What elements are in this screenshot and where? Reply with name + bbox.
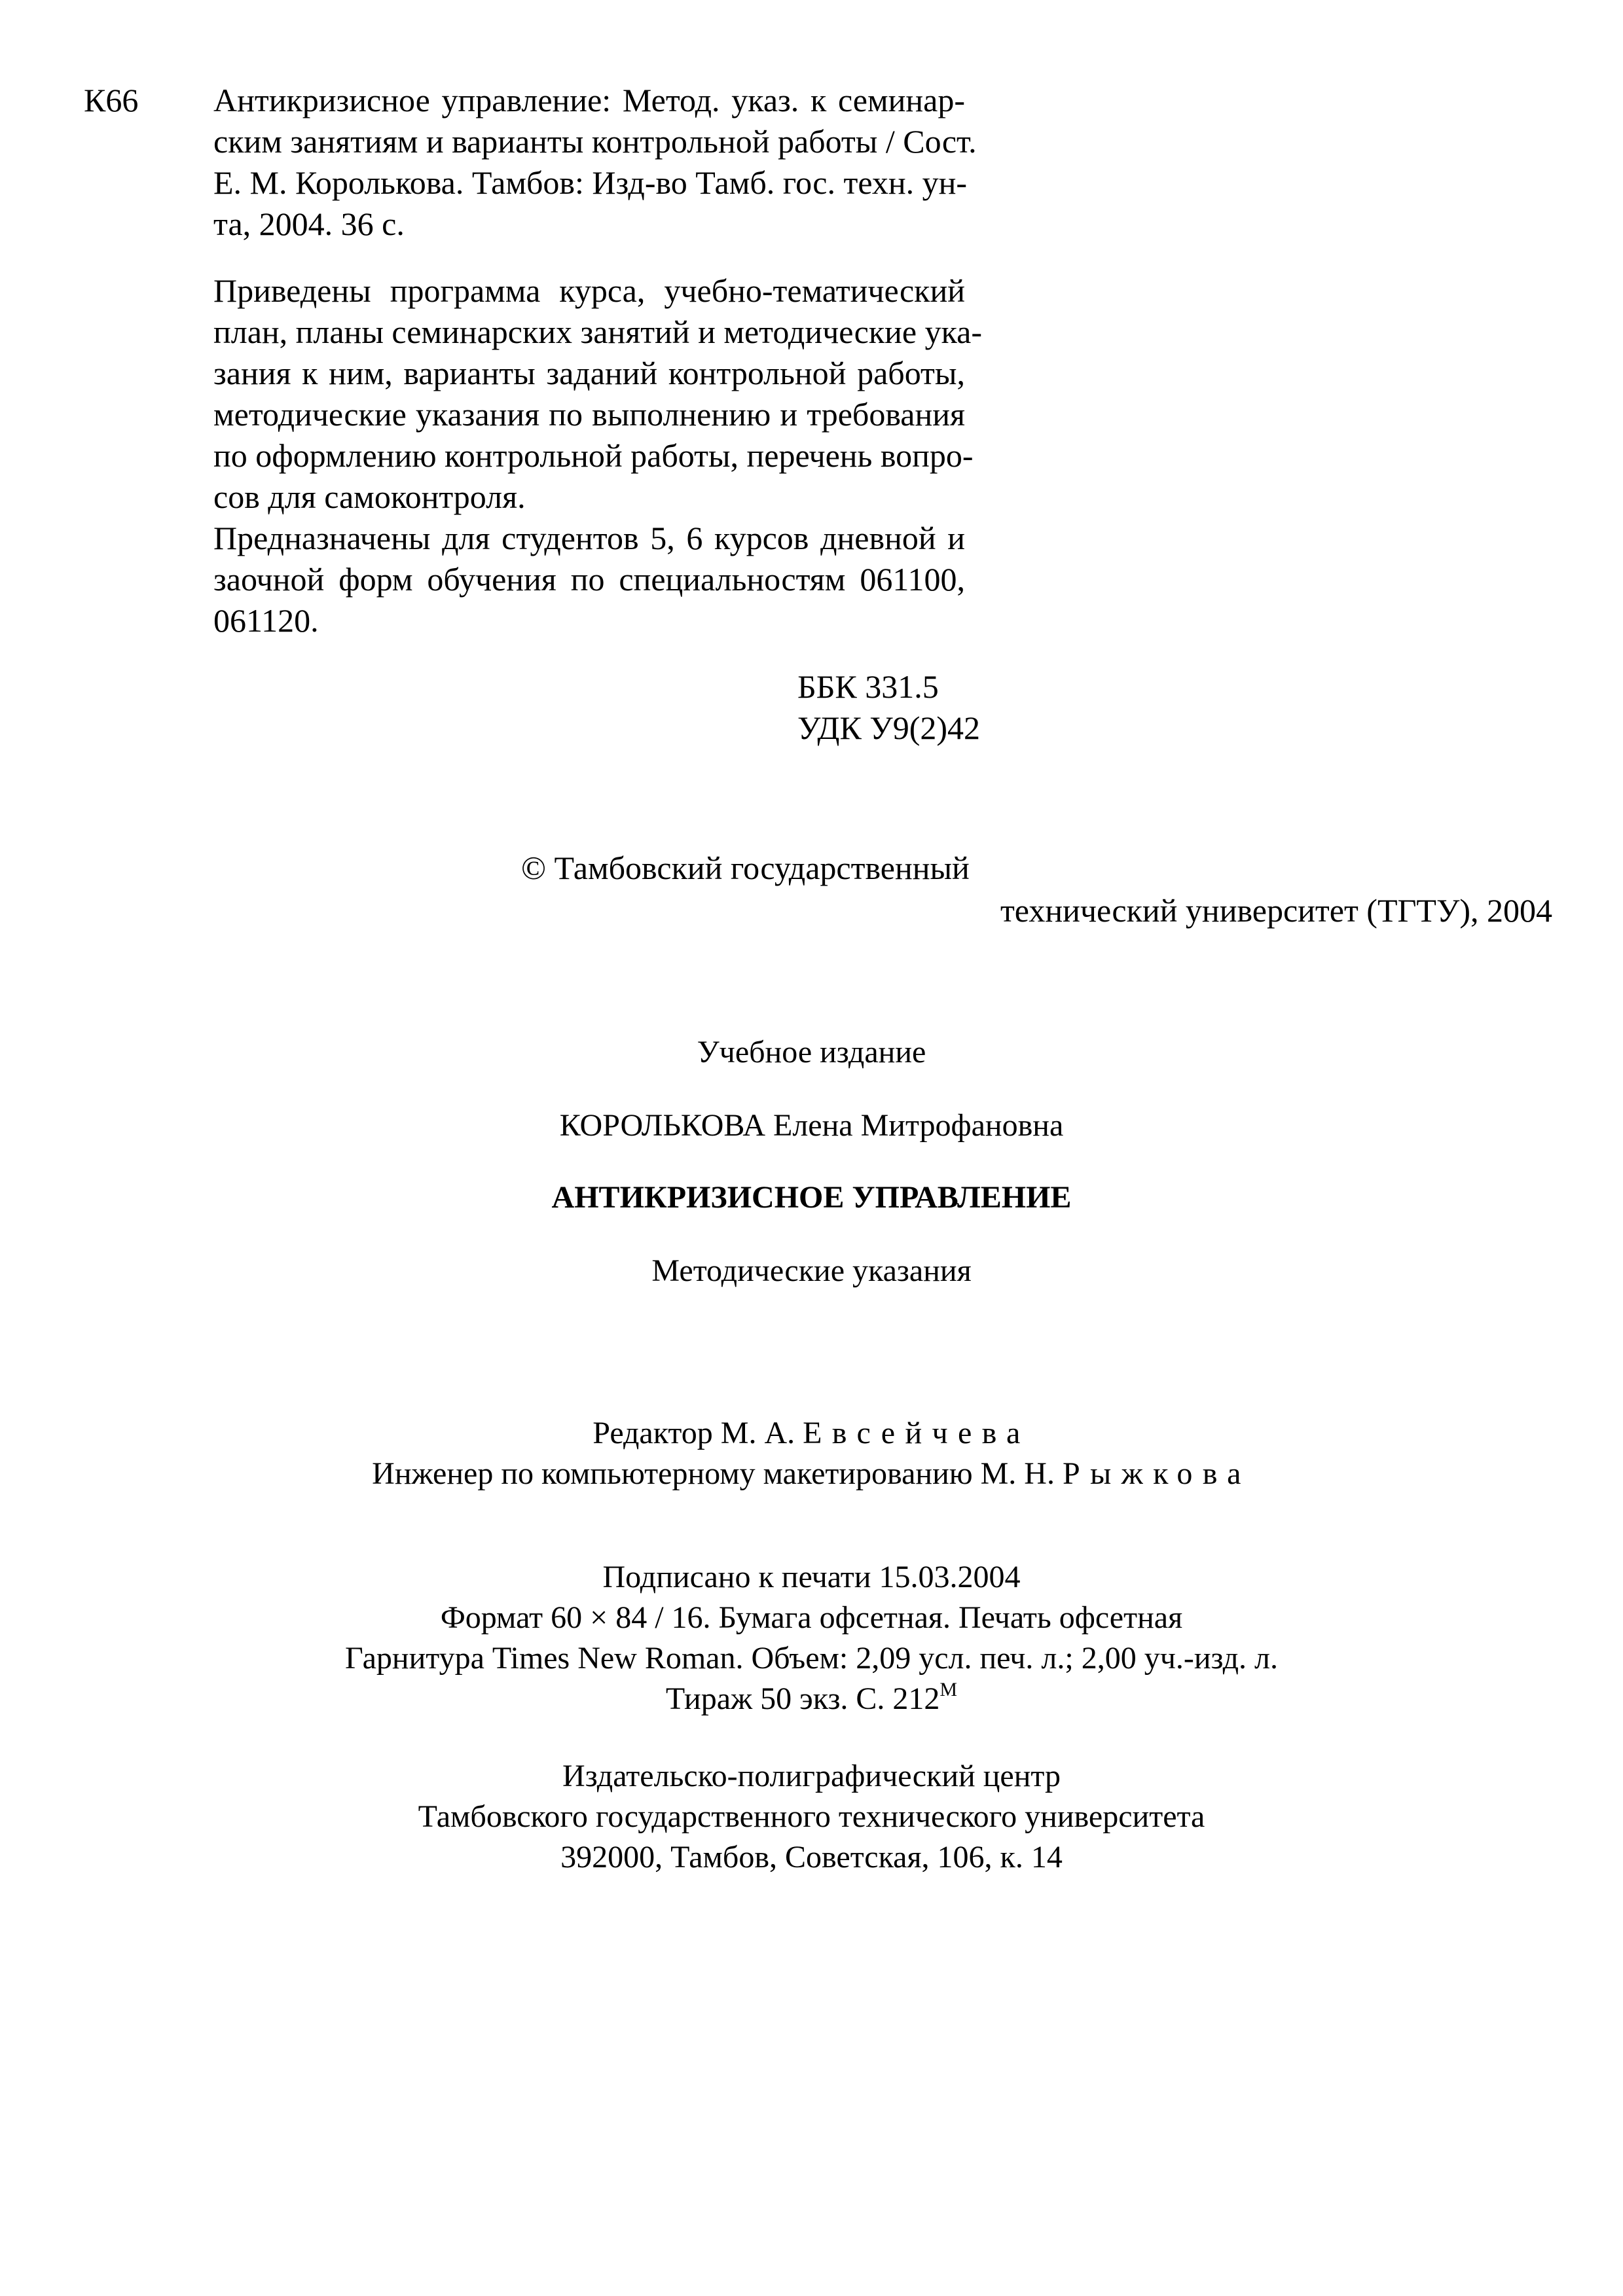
engineer-surname: Рыжкова xyxy=(1062,1456,1251,1491)
print-run-text: Тираж 50 экз. С. 212 xyxy=(665,1681,940,1716)
print-run-sup: М xyxy=(939,1679,958,1700)
editor-label: Редактор М. А. xyxy=(593,1416,795,1450)
book-subtitle: Методические указания xyxy=(651,1253,972,1288)
engineer-line xyxy=(0,1454,1623,1494)
print-run xyxy=(0,1679,1623,1719)
publisher-line-2: Тамбовского государственного технического университета xyxy=(418,1799,1205,1834)
bib-line-2: ским занятиям и варианты контрольной работы / Сост. xyxy=(213,123,977,160)
abstract-line-1: Приведены программа курса, учебно-тематический xyxy=(213,272,965,309)
abstract-line-4: методические указания по выполнению и требования xyxy=(213,396,965,433)
bbk-index: ББК 331.5 xyxy=(797,668,939,705)
edition-type: Учебное издание xyxy=(697,1035,926,1069)
purpose-line-3: 061120. xyxy=(213,602,319,639)
abstract-line-6: сов для самоконтроля. xyxy=(213,478,526,515)
signed-date: Подписано к печати 15.03.2004 xyxy=(602,1560,1021,1594)
purpose-line-2: заочной форм обучения по специальностям 061100, xyxy=(213,561,965,598)
book-title: АНТИКРИЗИСНОЕ УПРАВЛЕНИЕ xyxy=(551,1180,1072,1215)
publisher-line-3: 392000, Тамбов, Советская, 106, к. 14 xyxy=(560,1840,1063,1874)
publisher-line-1: Издательско-полиграфический центр xyxy=(562,1759,1061,1793)
purpose-line-1: Предназначены для студентов 5, 6 курсов дневной и xyxy=(213,520,965,556)
bib-line-4: та, 2004. 36 с. xyxy=(213,206,405,242)
catalog-code: К66 xyxy=(84,82,139,118)
print-format: Формат 60 × 84 / 16. Бумага офсетная. Печать офсетная xyxy=(440,1600,1183,1635)
bib-line-3: Е. М. Королькова. Тамбов: Изд-во Тамб. гос. техн. ун- xyxy=(213,164,968,201)
typeface-volume: Гарнитура Times New Roman. Объем: 2,09 усл. печ. л.; 2,00 уч.-изд. л. xyxy=(345,1641,1278,1676)
bib-line-1: Антикризисное управление: Метод. указ. к семинар- xyxy=(213,82,965,118)
editor-surname: Евсейчева xyxy=(803,1416,1030,1450)
abstract-line-5: по оформлению контрольной работы, перечень вопро- xyxy=(213,437,974,474)
copyright-line-2: технический университет (ТГТУ), 2004 xyxy=(1000,892,1552,929)
editor-line xyxy=(0,1414,1623,1453)
abstract-line-2: план, планы семинарских занятий и методические ука- xyxy=(213,314,982,350)
engineer-label: Инженер по компьютерному макетированию М. Н. xyxy=(372,1456,1055,1491)
abstract-line-3: зания к ним, варианты заданий контрольной работы, xyxy=(213,355,965,391)
copyright-line-1: © Тамбовский государственный xyxy=(521,850,970,886)
udk-index: УДК У9(2)42 xyxy=(797,709,981,746)
author-name: КОРОЛЬКОВА Елена Митрофановна xyxy=(559,1108,1064,1143)
